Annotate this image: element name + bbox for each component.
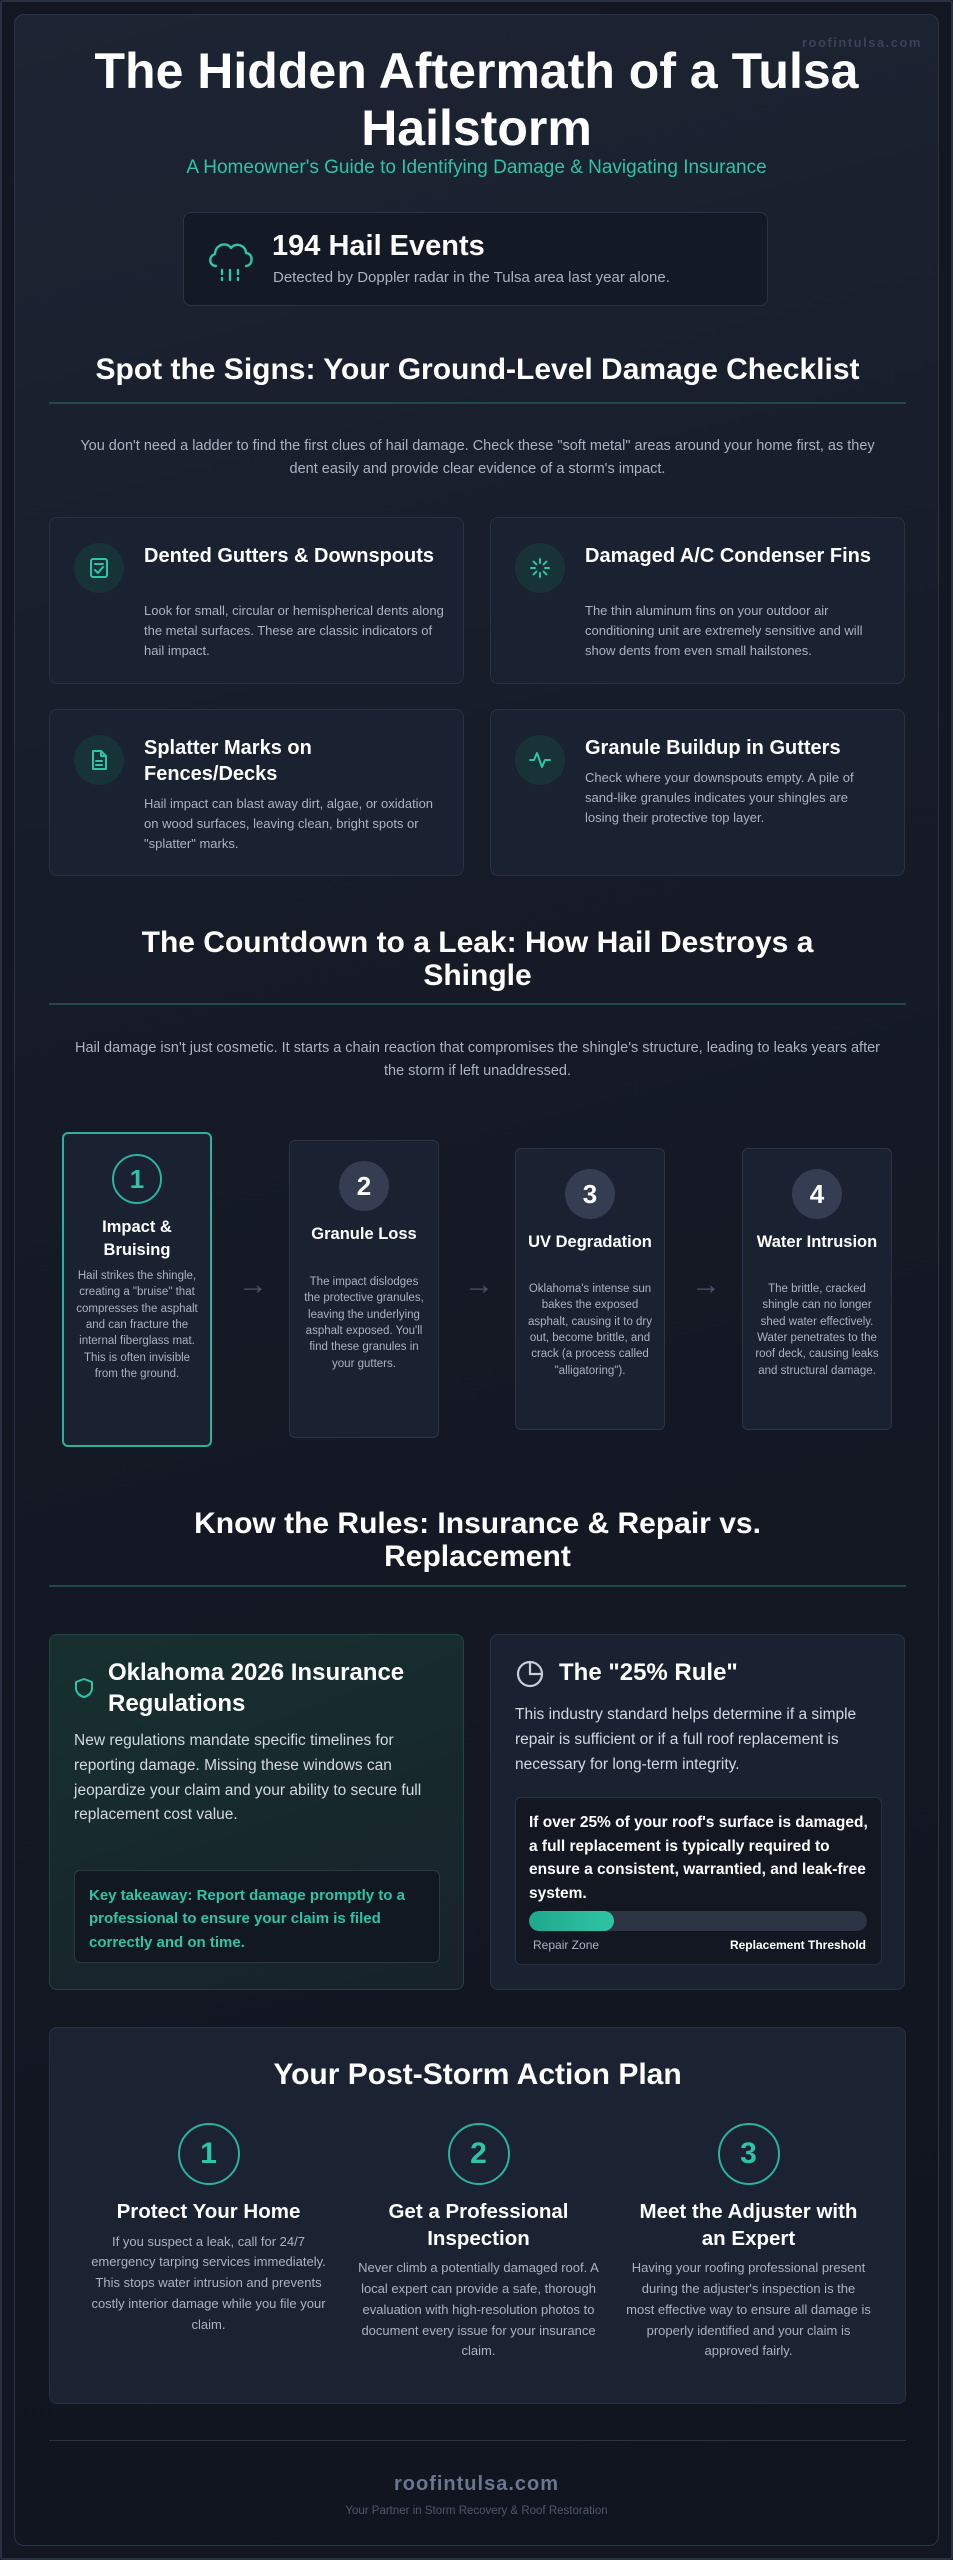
step-number: 1 <box>112 1154 162 1204</box>
process-step <box>289 1140 439 1438</box>
rule-25-description: This industry standard helps determine if a simple repair is sufficient or if a full roof replacement is necessary for long-term integrity. <box>515 1706 857 1773</box>
pie-chart-icon <box>515 1659 545 1689</box>
step-number: 4 <box>792 1169 842 1219</box>
rules-title: Know the Rules: Insurance & Repair vs. Replacement <box>194 1507 761 1573</box>
infographic-page <box>14 14 939 2546</box>
rule-25-title: The "25% Rule" <box>559 1659 738 1686</box>
key-takeaway: Key takeaway: Report damage promptly to a professional to ensure your claim is filed correctly and on time. <box>74 1870 440 1963</box>
step-number: 3 <box>565 1169 615 1219</box>
arrow-right-icon: → <box>464 1268 494 1301</box>
arrow-right-icon: → <box>691 1268 721 1301</box>
card-title: Granule Buildup in Gutters <box>585 737 841 759</box>
step-description: Hail strikes the shingle, creating a "bruise" that compresses the asphalt and can fracture the internal fiberglass mat. This is often invisible from the ground. <box>76 1270 198 1380</box>
threshold-bar <box>529 1911 867 1931</box>
action-plan-panel <box>49 2027 906 2404</box>
process-step <box>742 1148 892 1430</box>
card-title: Damaged A/C Condenser Fins <box>585 545 871 567</box>
regulations-panel <box>49 1634 464 1990</box>
step-number: 2 <box>339 1161 389 1211</box>
card-title: Splatter Marks on Fences/Decks <box>144 737 312 785</box>
section-divider <box>49 1585 906 1587</box>
action-step-number: 1 <box>178 2123 240 2185</box>
action-step-number: 2 <box>448 2123 510 2185</box>
card-description: Check where your downspouts empty. A pile of sand-like granules indicates your shingles are losing their protective top layer. <box>585 770 854 826</box>
action-step-title: Protect Your Home <box>116 2200 301 2223</box>
step-title: Granule Loss <box>311 1225 417 1243</box>
regulations-title: Oklahoma 2026 Insurance Regulations <box>108 1659 405 1718</box>
step-title: UV Degradation <box>528 1233 652 1251</box>
countdown-intro: Hail damage isn't just cosmetic. It starts a chain reaction that compromises the shingle's structure, leading to leaks years after the storm if left unaddressed. <box>75 1040 881 1080</box>
process-step <box>515 1148 665 1430</box>
action-step-title: Meet the Adjuster with an Expert <box>639 2200 858 2250</box>
checklist-card <box>490 517 905 684</box>
checklist-card <box>490 709 905 876</box>
arrow-right-icon: → <box>238 1268 268 1301</box>
action-step-description: If you suspect a leak, call for 24/7 emergency tarping services immediately. This stops water intrusion and prevents costly interior damage while you file your claim. <box>91 2233 326 2332</box>
card-title: Dented Gutters & Downspouts <box>144 545 435 567</box>
page-subtitle: A Homeowner's Guide to Identifying Damage & Navigating Insurance <box>186 157 767 178</box>
checklist-intro: You don't need a ladder to find the first clues of hail damage. Check these "soft metal" areas around your home first, as they dent easily and provide clear evidence of a storm's impact. <box>80 438 875 478</box>
action-step-description: Never climb a potentially damaged roof. A local expert can provide a safe, thorough evaluation with high-resolution photos to document every issue for your insurance claim. <box>358 2260 599 2359</box>
step-description: The brittle, cracked shingle can no longer shed water effectively. Water penetrates to the roof deck, causing leaks and structural damage. <box>755 1283 879 1377</box>
section-divider <box>49 1003 906 1005</box>
step-description: The impact dislodges the protective granules, leaving the underlying asphalt exposed. You'll find these granules in your gutters. <box>304 1276 424 1370</box>
action-step <box>626 2123 871 2362</box>
stat-title: 194 Hail Events <box>272 230 485 262</box>
pulse-icon <box>515 735 565 785</box>
process-step <box>62 1132 212 1447</box>
checklist-title: Spot the Signs: Your Ground-Level Damage Checklist <box>95 353 860 386</box>
action-step <box>86 2123 331 2336</box>
card-description: Hail impact can blast away dirt, algae, or oxidation on wood surfaces, leaving clean, bright spots or "splatter" marks. <box>144 796 434 852</box>
footer-tagline: Your Partner in Storm Recovery & Roof Restoration <box>345 2505 608 2517</box>
document-icon <box>74 735 124 785</box>
action-step <box>356 2123 601 2362</box>
regulations-description: New regulations mandate specific timelines for reporting damage. Missing these windows can jeopardize your claim and your ability to secure full replacement cost value. <box>74 1732 422 1824</box>
rule-25-highlight: If over 25% of your roof's surface is damaged, a full replacement is typically required to ensure a consistent, warrantied, and leak-free system. <box>529 1814 868 1902</box>
action-plan-title: Your Post-Storm Action Plan <box>273 2058 682 2091</box>
card-description: The thin aluminum fins on your outdoor air conditioning unit are extremely sensitive and will show dents from even small hailstones. <box>585 603 863 659</box>
step-description: Oklahoma's intense sun bakes the exposed asphalt, causing it to dry out, become brittle, and crack (a process called "alligatoring"). <box>528 1283 653 1377</box>
action-step-description: Having your roofing professional present during the adjuster's inspection is the most effective way to ensure all damage is properly identified and your claim is approved fairly. <box>626 2260 871 2359</box>
shield-icon <box>74 1677 94 1699</box>
repair-zone-label: Repair Zone <box>533 1938 600 1952</box>
gutter-icon <box>74 543 124 593</box>
step-title: Water Intrusion <box>756 1233 878 1251</box>
fan-icon <box>515 543 565 593</box>
threshold-bar-fill <box>529 1911 614 1931</box>
card-description: Look for small, circular or hemispherical dents along the metal surfaces. These are classic indicators of hail impact. <box>144 603 444 659</box>
countdown-title: The Countdown to a Leak: How Hail Destroys a Shingle <box>141 926 814 992</box>
checklist-card <box>49 517 464 684</box>
stat-description: Detected by Doppler radar in the Tulsa area last year alone. <box>273 269 670 286</box>
section-divider <box>49 402 906 404</box>
replacement-threshold-label: Replacement Threshold <box>729 1938 866 1952</box>
checklist-card <box>49 709 464 876</box>
footer-brand[interactable]: roofintulsa.com <box>393 2473 559 2495</box>
brand-watermark: roofintulsa.com <box>801 35 922 50</box>
action-step-title: Get a Professional Inspection <box>388 2200 569 2250</box>
action-step-number: 3 <box>718 2123 780 2185</box>
page-title: The Hidden Aftermath of a Tulsa Hailstorm <box>94 43 859 156</box>
rule-25-panel <box>490 1634 905 1990</box>
rule-25-highlight-box <box>515 1797 882 1965</box>
footer-divider <box>49 2440 906 2441</box>
hail-cloud-icon <box>206 236 256 282</box>
step-title: Impact & Bruising <box>102 1218 172 1260</box>
hail-stat-box <box>183 212 768 306</box>
